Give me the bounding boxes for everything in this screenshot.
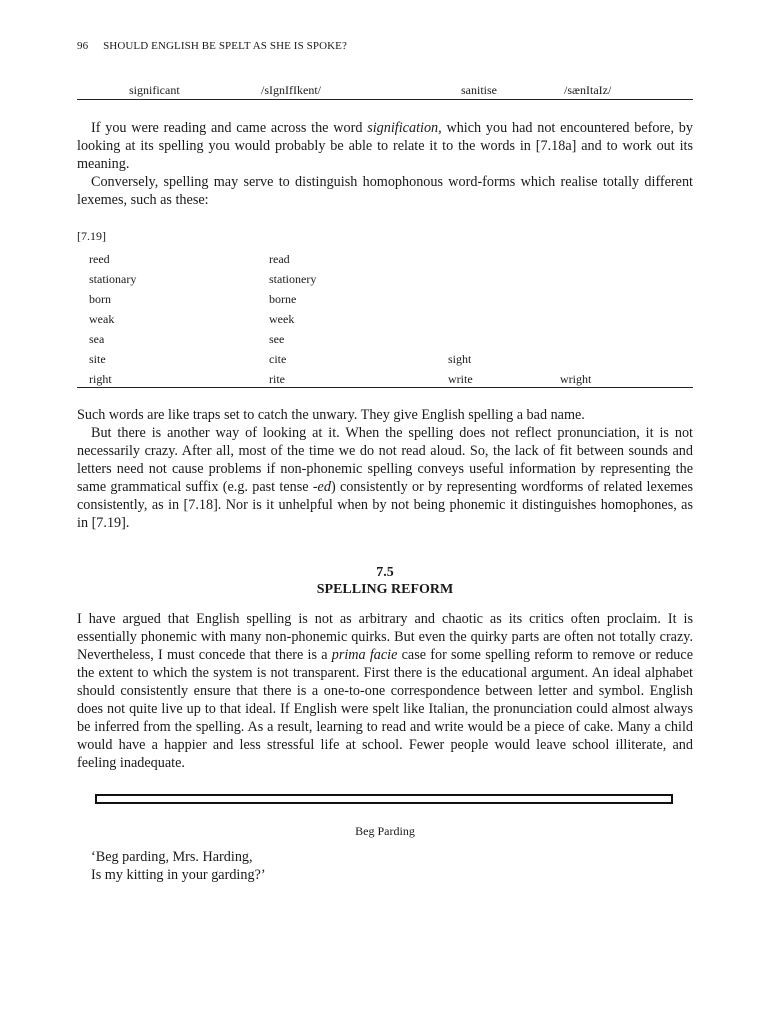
italic-term: prima facie — [331, 647, 398, 663]
box-caption: Beg Parding — [355, 824, 415, 838]
table-cell: right — [89, 372, 112, 386]
text-run: case for some spelling reform to remove or reduce the extent to which the system is not transparent. First there is the educational argument. An ideal alphabet should consistently ensure that there is a one-to-one correspondence between letter and symbol. English does not quite live up to that ideal. If English were spelt like Italian, the pronunciation could almost always be inferred from the spelling. As a result, learning to read and write would be a piece of cake. Many a child would have a happier and less stressful life at school. Fewer people would leave school illiterate, and feeling inadequate. — [77, 647, 693, 771]
paragraph — [77, 610, 693, 772]
table-row — [77, 332, 693, 352]
table-cell: sea — [89, 332, 105, 346]
body-text-block-3 — [77, 610, 693, 772]
table-7-18-last-row — [77, 82, 693, 100]
table-row — [77, 292, 693, 312]
table-cell: stationery — [269, 272, 317, 286]
example-table-7-19 — [77, 252, 693, 388]
table-cell: see — [269, 332, 285, 346]
table-cell: significant — [129, 83, 180, 97]
text-run: which you had not encountered before, by looking at its spelling you would probably be able to relate it to the words in [7.18a] and to work out its meaning. — [77, 120, 693, 172]
text-run: ) consistently or by representing wordforms of related lexemes consistently, as in [7.18]. Nor is it unhelpful when by not being phonemic it distinguishes homophones, as in [7.19]. — [77, 479, 693, 531]
running-header — [77, 40, 347, 52]
text-run: I have argued that English spelling is not as arbitrary and chaotic as its critics often proclaim. It is essentially phonemic with many non-phonemic quirks. But even the quirky parts are often not totally crazy. Nevertheless, I must concede that there is a — [77, 611, 693, 663]
table-cell: borne — [269, 292, 297, 306]
poem — [91, 848, 266, 884]
paragraph: Such words are like traps set to catch the unwary. They give English spelling a bad name. — [77, 407, 585, 423]
table-cell: reed — [89, 252, 110, 266]
paragraph — [77, 424, 693, 532]
table-cell: read — [269, 252, 290, 266]
italic-term: signification, — [367, 120, 442, 136]
text-run: If you were reading and came across the word — [91, 120, 368, 136]
italic-term: -ed — [312, 479, 331, 495]
poem-line: ‘Beg parding, Mrs. Harding, — [91, 849, 253, 865]
table-cell: born — [89, 292, 111, 306]
table-row — [77, 252, 693, 272]
running-title: SHOULD ENGLISH BE SPELT AS SHE IS SPOKE? — [103, 40, 347, 52]
example-label: [7.19] — [77, 229, 106, 243]
paragraph — [77, 119, 693, 173]
box-rule — [95, 794, 673, 804]
table-cell: weak — [89, 312, 115, 326]
table-cell: cite — [269, 352, 287, 366]
body-text-block-2 — [77, 406, 693, 532]
poem-line: Is my kitting in your garding?’ — [91, 867, 266, 883]
section-number: 7.5 — [376, 565, 394, 580]
table-row — [77, 312, 693, 332]
text-run: But there is another way of looking at it. When the spelling does not reflect pronunciation, it is not necessarily crazy. After all, most of the time we do not read aloud. So, the lack of fit between sounds and letters need not cause problems if non-phonemic spelling conveys useful information by representing the same grammatical suffix (e.g. past tense — [77, 425, 693, 495]
table-cell: /sænItaIz/ — [564, 83, 612, 97]
table-cell: rite — [269, 372, 285, 386]
table-cell: wright — [560, 372, 592, 386]
page-number: 96 — [77, 40, 89, 52]
table-row — [77, 372, 693, 392]
section-title: SPELLING REFORM — [316, 582, 454, 597]
table-cell: stationary — [89, 272, 137, 286]
paragraph: Conversely, spelling may serve to distinguish homophonous word-forms which realise totally different lexemes, such as these: — [77, 174, 693, 208]
table-row — [77, 272, 693, 292]
table-cell: site — [89, 352, 106, 366]
table-cell: week — [269, 312, 295, 326]
table-cell: /sIgnIfIkent/ — [261, 83, 321, 97]
table-cell: write — [448, 372, 473, 386]
body-text-block-1 — [77, 119, 693, 209]
table-cell: sanitise — [461, 83, 497, 97]
table-row — [77, 352, 693, 372]
table-cell: sight — [448, 352, 472, 366]
